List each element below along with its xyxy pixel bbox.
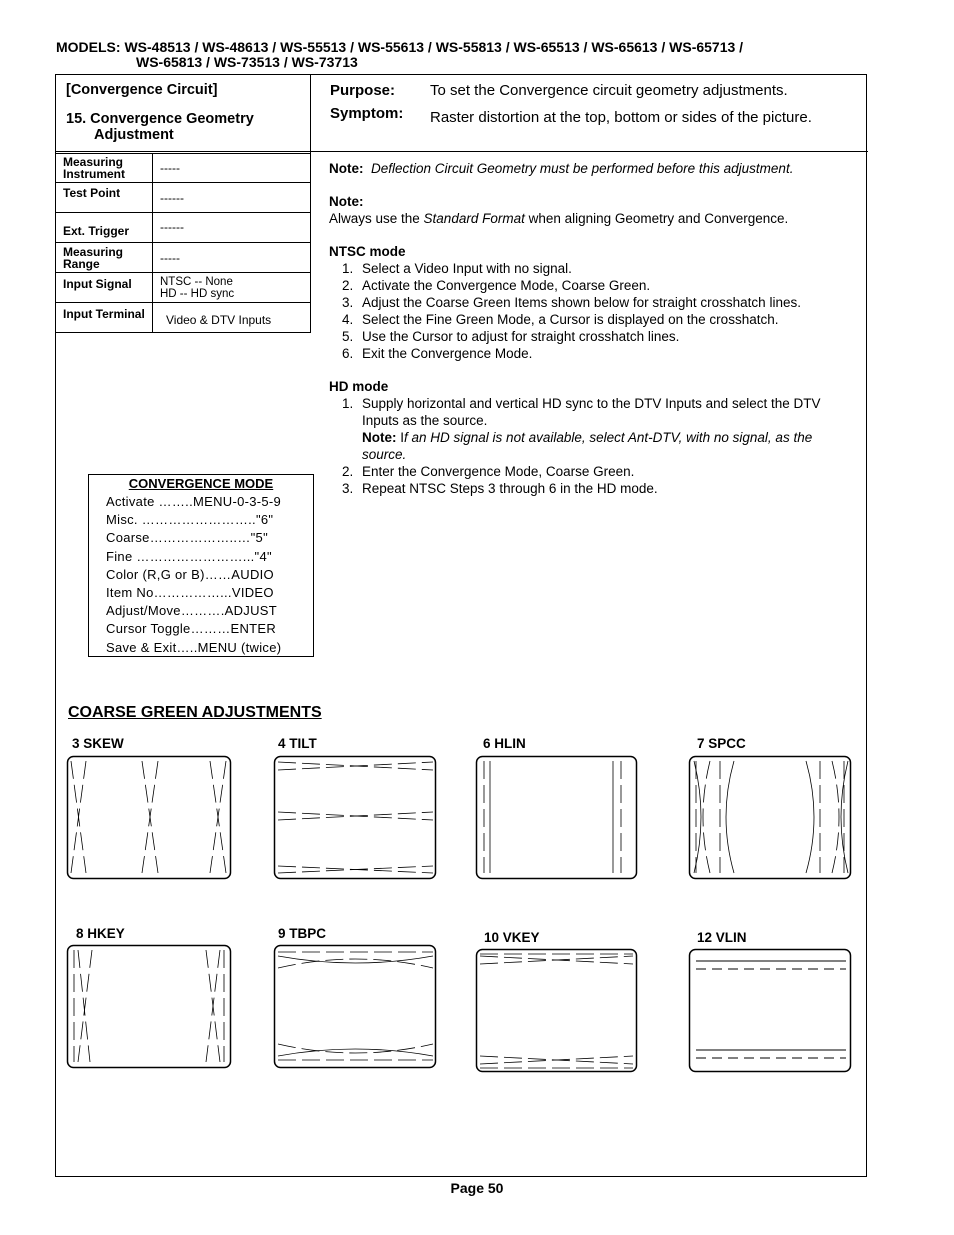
purpose-symptom [330, 82, 812, 126]
spec-value: ------ [153, 213, 311, 243]
header-divider [55, 151, 868, 152]
symptom-label: Symptom: [330, 105, 404, 122]
models-line-2: WS-65813 / WS-73513 / WS-73713 [136, 54, 358, 70]
convergence-mode-title: CONVERGENCE MODE [128, 476, 274, 491]
hd-section [329, 378, 849, 497]
spec-value: NTSC -- None HD -- HD sync [153, 273, 311, 303]
spec-key: Ext. Trigger [56, 213, 153, 243]
spec-row [56, 213, 311, 243]
list-item: Misc. …………………….."6" [106, 512, 274, 528]
spec-key: Measuring Instrument [56, 154, 153, 183]
section-title: [Convergence Circuit] [66, 82, 218, 98]
list-item: Color (R,G or B)……AUDIO [106, 566, 274, 582]
diagram-label-hkey: 8 HKEY [76, 926, 125, 941]
spec-row [56, 154, 311, 183]
section-heading [66, 82, 254, 143]
list-item: Item No……………...VIDEO [106, 585, 274, 601]
spec-key: Test Point [56, 183, 153, 213]
list-item: Adjust/Move……….ADJUST [106, 603, 278, 619]
coarse-green-title: COARSE GREEN ADJUSTMENTS [68, 704, 322, 721]
ntsc-steps [329, 260, 849, 362]
list-item: Activate ……..MENU-0-3-5-9 [106, 494, 282, 509]
hlin-diagram [475, 755, 639, 880]
note-2: Note: Always use the Standard Format when aligning Geometry and Convergence. [329, 194, 789, 226]
spcc-diagram [688, 755, 853, 880]
purpose-label: Purpose: [330, 82, 396, 99]
tilt-diagram [273, 755, 438, 880]
skew-diagram [66, 755, 232, 880]
item-title-line-1: 15. Convergence Geometry [66, 111, 254, 127]
list-item: 3. Repeat NTSC Steps 3 through 6 in the HD mode. [342, 481, 658, 496]
diagram-label-skew: 3 SKEW [72, 736, 124, 751]
diagram-label-spcc: 7 SPCC [697, 736, 746, 751]
list-item: 5. Use the Cursor to adjust for straight crosshatch lines. [342, 329, 680, 344]
item-title-line-2: Adjustment [94, 127, 174, 143]
procedure-text [329, 160, 849, 497]
list-item: Coarse………………..…"5" [106, 530, 268, 546]
symptom-text: Raster distortion at the top, bottom or sides of the picture. [430, 109, 812, 126]
list-item: 3. Adjust the Coarse Green Items shown below for straight crosshatch lines. [342, 295, 801, 310]
spec-table [55, 153, 311, 333]
list-item: Fine ……………………..."4" [106, 548, 272, 564]
spec-key: Input Signal [56, 273, 153, 303]
vlin-diagram [688, 948, 853, 1073]
vkey-diagram [475, 948, 639, 1073]
list-item: 2. Enter the Convergence Mode, Coarse Green. [342, 464, 635, 479]
models-line-1: MODELS: WS-48513 / WS-48613 / WS-55513 / WS-55613 / WS-55813 / WS-65513 / WS-65613 / WS-65713 / [56, 39, 744, 55]
list-item: 6. Exit the Convergence Mode. [342, 346, 533, 361]
list-item: Save & Exit…..MENU (twice) [106, 639, 282, 655]
spec-value: ----- [153, 243, 311, 273]
header-vertical-divider [310, 74, 311, 152]
purpose-text: To set the Convergence circuit geometry adjustments. [430, 82, 788, 99]
models-header [56, 40, 743, 70]
spec-value: ----- [153, 154, 311, 183]
list-item: 4. Select the Fine Green Mode, a Cursor is displayed on the crosshatch. [342, 312, 779, 327]
hkey-diagram [66, 944, 232, 1069]
tbpc-diagram [273, 944, 438, 1069]
spec-key: Input Terminal [56, 303, 153, 333]
convergence-mode-box [88, 474, 314, 657]
hd-title: HD mode [329, 379, 389, 394]
list-item: 1. Select a Video Input with no signal. [342, 261, 572, 276]
diagram-label-vkey: 10 VKEY [484, 930, 540, 945]
spec-row [56, 303, 311, 333]
spec-row [56, 273, 311, 303]
spec-key: Measuring Range [56, 243, 153, 273]
spec-row [56, 243, 311, 273]
spec-row [56, 183, 311, 213]
spec-value: Video & DTV Inputs [153, 303, 311, 333]
list-item: 1. Supply horizontal and vertical HD sync to the DTV Inputs and select the DTV Inputs as the source. Note: If an HD signal is not available, select Ant-DTV, with no signal, as the source. [342, 396, 821, 462]
hd-steps [329, 395, 849, 497]
note-1: Note: Deflection Circuit Geometry must be performed before this adjustment. [329, 161, 794, 176]
ntsc-section [329, 243, 849, 362]
list-item: Cursor Toggle………ENTER [106, 621, 277, 637]
diagram-label-hlin: 6 HLIN [483, 736, 526, 751]
page-number: Page 50 [450, 1180, 504, 1196]
diagram-label-vlin: 12 VLIN [697, 930, 747, 945]
spec-value: ------ [153, 183, 311, 213]
diagram-label-tbpc: 9 TBPC [278, 926, 327, 941]
diagram-label-tilt: 4 TILT [278, 736, 317, 751]
list-item: 2. Activate the Convergence Mode, Coarse Green. [342, 278, 651, 293]
ntsc-title: NTSC mode [329, 244, 406, 259]
